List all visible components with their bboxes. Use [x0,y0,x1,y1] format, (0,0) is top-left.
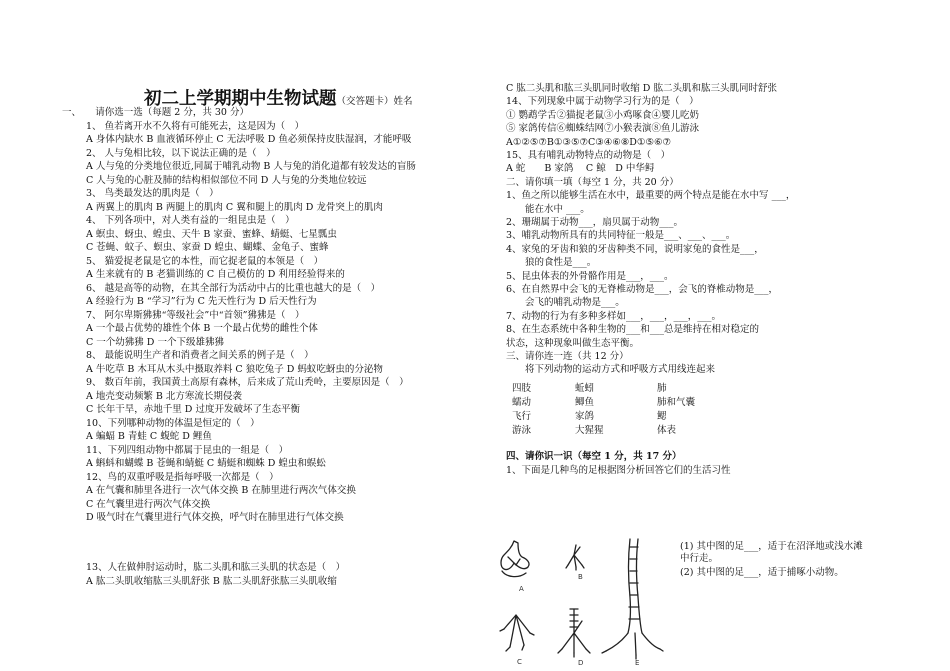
question-line: A 螟虫、蚜虫、蝗虫、天牛 B 家蚕、蜜蜂、蜻蜓、七星瓢虫 [86,228,337,240]
question-line: A 蝌蚪和蝴蝶 B 苍蝇和蜻蜓 C 蜻蜓和蜘蛛 D 蝗虫和蜈蚣 [86,458,326,469]
movement-cell[interactable]: 游泳 [512,425,532,436]
question-line: 6、在自然界中会飞的无脊椎动物是___，会飞的脊椎动物是___， [506,284,779,295]
question-line: A 在气囊和肺里各进行一次气体交换 B 在肺里进行两次气体交换 [86,485,356,496]
animal-cell[interactable]: 大猩猩 [575,425,604,436]
figure-answer-line: 中行走。 [680,553,719,564]
question-line: C 人与兔的心脏及肺的结构相似部位不同 D 人与兔的分类地位较远 [86,174,367,186]
question-line: 会飞的哺乳动物是___。 [506,297,625,309]
question-line: 1、 鱼若离开水不久将有可能死去，这是因为（ ） [86,120,305,132]
figure-label-c: C [517,658,522,666]
matching-row [512,394,695,408]
question-line: 10、下列哪种动物的体温是恒定的（ ） [86,417,260,429]
matching-table [512,380,695,436]
question-line: C 长年干旱，赤地千里 D 过度开发破坏了生态平衡 [86,404,300,415]
question-line: A 经验行为 B “学习”行为 C 先天性行为 D 后天性行为 [86,296,317,307]
movement-cell[interactable]: 蠕动 [512,397,532,408]
section4-heading: 四、请你识一识（每空 1 分，共 17 分） [506,451,682,462]
question-line: 2、 人与兔相比较，以下说法正确的是（ ） [86,147,276,159]
bird-foot-d-icon [558,609,590,657]
question-line: A 牛吃草 B 木耳从木头中摄取养料 C 狼吃兔子 D 蚂蚁吃蚜虫的分泌物 [86,363,383,375]
question-line: A 两翼上的肌肉 B 两腿上的肌肉 C 翼和腿上的肌肉 D 龙骨突上的肌肉 [86,201,383,213]
question-line: C 肱二头肌和肱三头肌同时收缩 D 肱二头肌和肱三头肌同时舒张 [506,83,777,94]
question-line: 12、鸟的双重呼吸是指每呼吸一次都是（ ） [86,471,279,483]
bird-feet-figure [494,537,664,667]
breathing-cell[interactable]: 鳃 [657,411,667,422]
question-line: 14、下列现象中属于动物学习行为的是（ ） [506,96,699,108]
question-line: A①②⑤⑦B①③⑤⑦C③④⑥⑧D①⑤⑥⑦ [506,136,671,148]
figure-answer-line: (1) 其中图的足___，适于在沼泽地或浅水滩 [680,541,863,552]
question-line: 二、请你填一填（每空 1 分，共 20 分） [506,176,679,188]
movement-cell[interactable]: 飞行 [512,411,532,422]
matching-row [512,380,695,394]
question-line: A 生来就有的 B 老猫训练的 C 自己模仿的 D 利用经验得来的 [86,269,345,280]
question-line: 5、昆虫体表的外骨骼作用是___，___。 [506,270,674,282]
question-line: A 蝙蝠 B 青蛙 C 蝮蛇 D 鲤鱼 [86,431,212,442]
figure-answer-line: (2) 其中图的足___，适于捕啄小动物。 [680,567,844,578]
question-line: 4、 下列各项中，对人类有益的一组昆虫是（ ） [86,215,295,226]
question-line: 9、 数百年前，我国黄土高原有森林，后来成了荒山秃岭，主要原因是（ ） [86,377,409,388]
figure-label-e: E [635,659,640,667]
figure-label-a: A [519,585,524,593]
question-line: 4、家兔的牙齿和狼的牙齿种类不同，说明家兔的食性是___， [506,243,764,255]
question-line: 1、鱼之所以能够生活在水中，最重要的两个特点是能在水中写 ___， [506,190,796,202]
name-label: 姓名 [393,96,413,107]
question-line: 11、下列四组动物中都属于昆虫的一组是（ ） [86,444,289,456]
breathing-cell[interactable]: 肺和气囊 [657,397,696,408]
animal-cell[interactable]: 鲫鱼 [575,397,595,408]
question-line: A 地壳变动频繁 B 北方寒流长期侵袭 [86,390,242,402]
question-line: A 蛇 B 家鸽 C 鲸 D 中华鲟 [506,163,655,175]
bird-foot-e-icon [602,539,663,659]
title-sub: （交答题卡） [336,96,394,107]
bird-foot-a-icon [501,541,529,577]
question-line: A 人与兔的分类地位很近,同属于哺乳动物 B 人与兔的消化道都有较发达的盲肠 [86,161,416,172]
breathing-cell[interactable]: 体表 [657,425,677,436]
figure-label-b: B [578,573,583,581]
question-line: A 一个最占优势的雄性个体 B 一个最占优势的雌性个体 [86,323,318,334]
question-line: 将下列动物的运动方式和呼吸方式用线连起来 [506,364,716,376]
section1-heading: 一、 请你选一选（每题 2 分，共 30 分） [62,107,249,118]
question-line: 6、 越是高等的动物，在其全部行为活动中占的比重也越大的是（ ） [86,282,381,294]
question-line: C 苍蝇、蚊子、螟虫、家蚕 D 蝗虫、蝴蝶、金龟子、蜜蜂 [86,242,329,253]
question-line: ① 鹦鹉学舌②猫捉老鼠③小鸡啄食④婴儿吃奶 [506,109,700,121]
question-line: ⑤ 家鸽传信⑥蜘蛛结网⑦小猴表演⑧鱼儿游泳 [506,123,700,135]
title-main: 初二上学期期中生物试题 [144,89,337,109]
question-line: 8、在生态系统中各种生物的___和___总是维持在相对稳定的 [506,324,760,336]
question-line: 3、 鸟类最发达的肌肉是（ ） [86,188,219,199]
bird-foot-c-icon [500,615,534,651]
movement-cell[interactable]: 四肢 [512,383,532,394]
matching-row [512,422,695,436]
animal-cell[interactable]: 家鸽 [575,411,595,422]
question-line: 13、人在做伸肘运动时，肱二头肌和肱三头肌的状态是（ ） [86,562,346,573]
question-line: 7、 阿尔卑斯狒狒“等级社会”中“首领”狒狒是（ ） [86,309,305,321]
question-line: 15、具有哺乳动物特点的动物是（ ） [506,150,671,161]
question-line: 狼的食性是___。 [506,257,597,269]
question-line: A 肱二头肌收缩肱三头肌舒张 B 肱二头肌舒张肱三头肌收缩 [86,575,337,587]
question-line: 8、 最能说明生产者和消费者之间关系的例子是（ ） [86,350,314,361]
question-line: 7、动物的行为有多种多样如___，___，___，___。 [506,310,722,322]
question-line: 状态，这种现象叫做生态平衡。 [506,337,640,349]
matching-row [512,408,695,422]
question-line: 2、珊瑚属于动物___，扇贝属于动物___。 [506,217,684,228]
figure-label-d: D [578,659,584,667]
animal-cell[interactable]: 蚯蚓 [575,383,595,394]
section4-question: 1、下面是几种鸟的足根据图分析回答它们的生活习性 [506,465,731,476]
question-line: C 一个幼狒狒 D 一个下级雄狒狒 [86,336,224,348]
question-line: D 吸气时在气囊里进行气体交换，呼气时在肺里进行气体交换 [86,512,344,523]
question-line: 3、哺乳动物所具有的共同特征一般是___、___、___。 [506,230,736,242]
question-line: 三、请你连一连（共 12 分） [506,351,629,362]
bird-foot-b-icon [566,545,584,570]
question-line: A 身体内缺水 B 血液循环停止 C 无法呼吸 D 鱼必须保持皮肤湿润，才能呼吸 [86,134,412,145]
question-line: 能在水中 ___。 [506,203,590,215]
question-line: 5、 猫爱捉老鼠是它的本性，而它捉老鼠的本领是（ ） [86,255,324,267]
breathing-cell[interactable]: 肺 [657,383,667,394]
question-line: C 在气囊里进行两次气体交换 [86,498,211,510]
